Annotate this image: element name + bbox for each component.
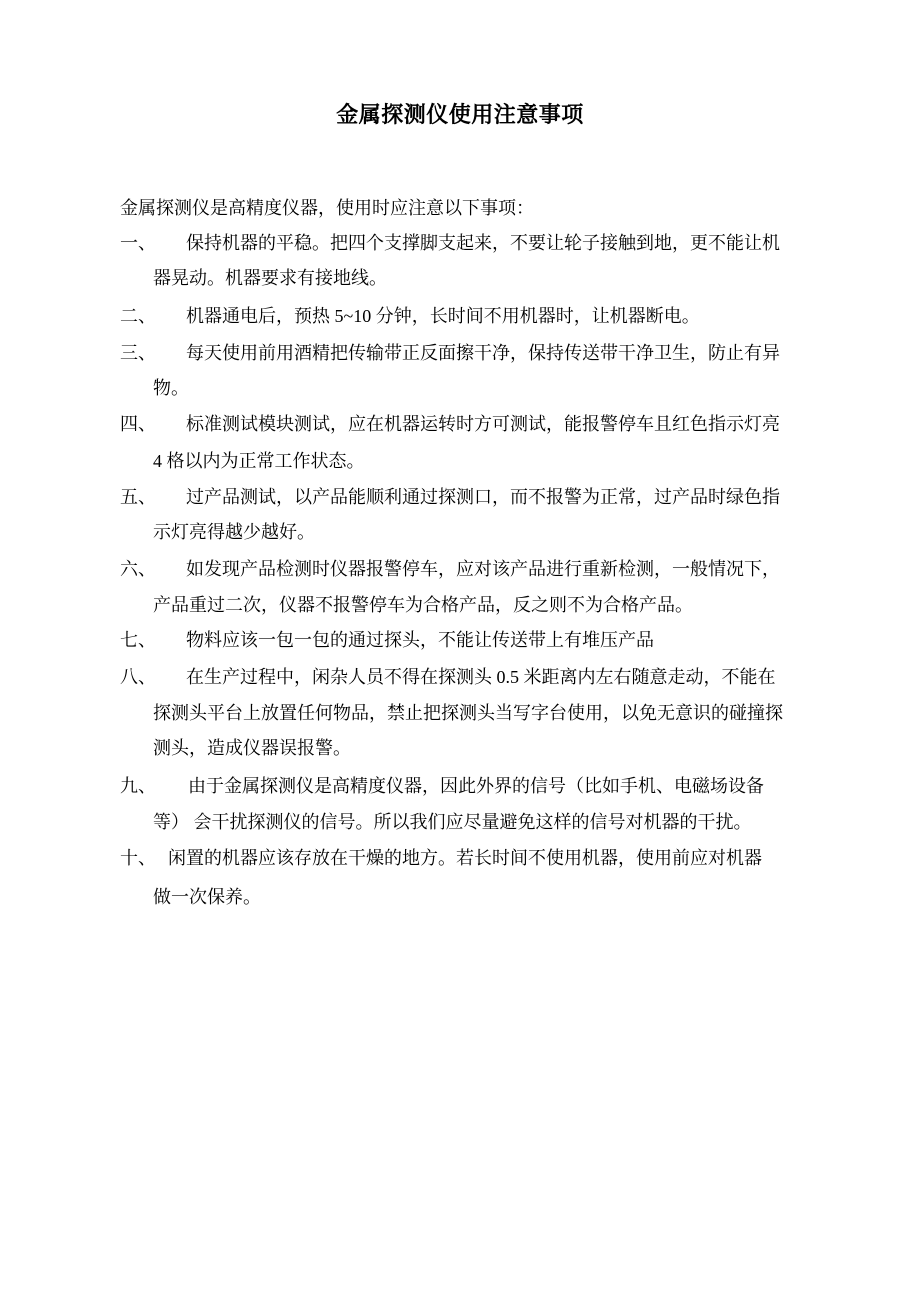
item-text: 产品重过二次，仪器不报警停车为合格产品，反之则不为合格产品。: [153, 595, 693, 615]
item-text: 测头，造成仪器误报警。: [153, 738, 351, 758]
item-text: 闲置的机器应该存放在干燥的地方。若长时间不使用机器，使用前应对机器: [168, 848, 762, 868]
document-title: 金属探测仪使用注意事项: [336, 102, 584, 127]
item-text: 由于金属探测仪是高精度仪器，因此外界的信号（比如手机、电磁场设备: [188, 776, 764, 796]
item-text: 在生产过程中，闲杂人员不得在探测头 0.5 米距离内左右随意走动，不能在: [186, 667, 776, 687]
item-text: 4 格以内为正常工作状态。: [153, 451, 365, 471]
item-number: 二、: [120, 306, 156, 326]
item-text: 示灯亮得越少越好。: [153, 522, 315, 542]
item-text: 过产品测试，以产品能顺利通过探测口，而不报警为正常，过产品时绿色指: [186, 487, 780, 507]
item-text: 机器通电后，预热 5~10 分钟，长时间不用机器时，让机器断电。: [186, 306, 700, 326]
item-text: 做一次保养。: [153, 887, 261, 907]
item-text: 等） 会干扰探测仪的信号。所以我们应尽量避免这样的信号对机器的干扰。: [153, 812, 752, 832]
item-number: 四、: [120, 414, 156, 434]
item-text: 标准测试模块测试，应在机器运转时方可测试，能报警停车且红色指示灯亮: [186, 414, 780, 434]
intro-text: 金属探测仪是高精度仪器，使用时应注意以下事项：: [120, 198, 534, 218]
item-text: 如发现产品检测时仪器报警停车，应对该产品进行重新检测，一般情况下，: [186, 559, 780, 579]
item-text: 物料应该一包一包的通过探头，不能让传送带上有堆压产品: [186, 630, 654, 650]
item-text: 探测头平台上放置任何物品，禁止把探测头当写字台使用，以免无意识的碰撞探: [153, 703, 783, 723]
item-number: 六、: [120, 559, 156, 579]
item-text: 每天使用前用酒精把传输带正反面擦干净，保持传送带干净卫生，防止有异: [186, 343, 780, 363]
item-number: 五、: [120, 487, 156, 507]
item-text: 物。: [153, 378, 189, 398]
item-number: 十、: [120, 848, 156, 868]
item-text: 器晃动。机器要求有接地线。: [153, 268, 387, 288]
item-number: 八、: [120, 667, 156, 687]
item-number: 九、: [120, 776, 156, 796]
item-number: 一、: [120, 233, 156, 253]
item-number: 七、: [120, 630, 156, 650]
item-text: 保持机器的平稳。把四个支撑脚支起来，不要让轮子接触到地，更不能让机: [186, 233, 780, 253]
item-number: 三、: [120, 343, 156, 363]
